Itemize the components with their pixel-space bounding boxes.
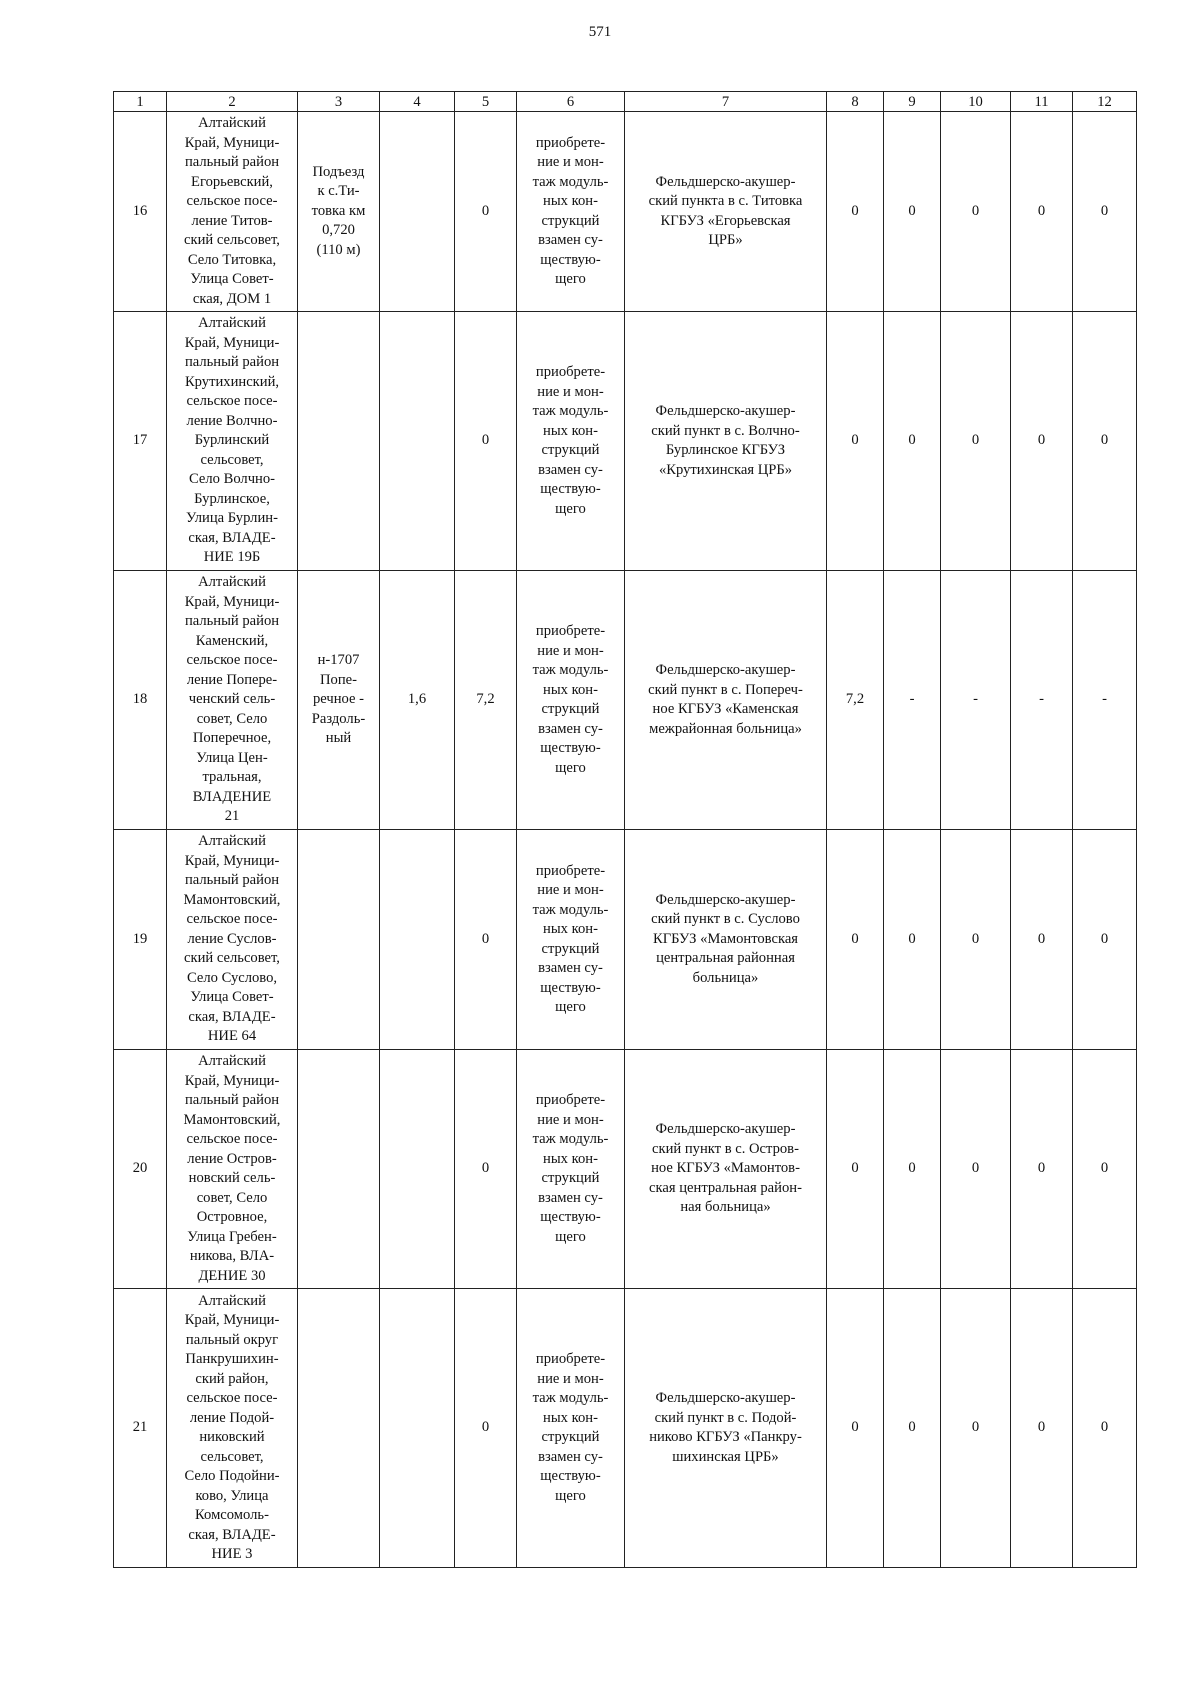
value-cell-8: 7,2 — [827, 571, 884, 830]
page-number: 571 — [588, 24, 612, 40]
col-header-10: 10 — [941, 92, 1011, 112]
value-cell-5: 0 — [455, 1050, 517, 1289]
facility-cell: Фельдшерско-акушер- ский пункт в с. Попереч- ное КГБУЗ «Каменская межрайонная больница» — [625, 571, 827, 830]
value-cell-4 — [380, 830, 455, 1050]
value-cell-11: 0 — [1011, 312, 1073, 571]
road-cell — [298, 1050, 380, 1289]
road-cell — [298, 1289, 380, 1568]
value-cell-10: 0 — [941, 830, 1011, 1050]
road-cell: Подъезд к с.Ти- товка км 0,720 (110 м) — [298, 112, 380, 312]
value-cell-5: 0 — [455, 1289, 517, 1568]
row-number: 19 — [114, 830, 167, 1050]
value-cell-8: 0 — [827, 112, 884, 312]
col-header-8: 8 — [827, 92, 884, 112]
value-cell-10: 0 — [941, 112, 1011, 312]
table-row — [114, 1050, 1137, 1289]
table-row — [114, 312, 1137, 571]
address-cell: Алтайский Край, Муници- пальный округ Панкрушихин- ский район, сельское посе- ление Подой- никовский сельсовет, Село Подойни- ково, Улица Комсомоль- ская, ВЛАДЕ- НИЕ 3 — [167, 1289, 298, 1568]
facilities-table — [113, 91, 1137, 1568]
facility-cell: Фельдшерско-акушер- ский пункт в с. Волчно- Бурлинское КГБУЗ «Крутихинская ЦРБ» — [625, 312, 827, 571]
table-row — [114, 1289, 1137, 1568]
col-header-6: 6 — [517, 92, 625, 112]
facility-cell: Фельдшерско-акушер- ский пункт в с. Суслово КГБУЗ «Мамонтовская центральная районная больница» — [625, 830, 827, 1050]
value-cell-9: 0 — [884, 112, 941, 312]
value-cell-5: 0 — [455, 112, 517, 312]
action-cell: приобрете- ние и мон- таж модуль- ных кон- струкций взамен су- ществую- щего — [517, 1289, 625, 1568]
road-cell — [298, 830, 380, 1050]
value-cell-9: 0 — [884, 1289, 941, 1568]
value-cell-9: - — [884, 571, 941, 830]
header-row — [114, 92, 1137, 112]
address-cell: Алтайский Край, Муници- пальный район Крутихинский, сельское посе- ление Волчно- Бурлинский сельсовет, Село Волчно- Бурлинское, Улица Бурлин- ская, ВЛАДЕ- НИЕ 19Б — [167, 312, 298, 571]
col-header-7: 7 — [625, 92, 827, 112]
row-number: 21 — [114, 1289, 167, 1568]
value-cell-11: 0 — [1011, 1050, 1073, 1289]
facility-cell: Фельдшерско-акушер- ский пункт в с. Подой- никово КГБУЗ «Панкру- шихинская ЦРБ» — [625, 1289, 827, 1568]
action-cell: приобрете- ние и мон- таж модуль- ных кон- струкций взамен су- ществую- щего — [517, 571, 625, 830]
value-cell-12: 0 — [1073, 312, 1137, 571]
value-cell-12: 0 — [1073, 830, 1137, 1050]
row-number: 20 — [114, 1050, 167, 1289]
col-header-9: 9 — [884, 92, 941, 112]
col-header-2: 2 — [167, 92, 298, 112]
col-header-12: 12 — [1073, 92, 1137, 112]
value-cell-4 — [380, 312, 455, 571]
value-cell-12: 0 — [1073, 112, 1137, 312]
value-cell-11: - — [1011, 571, 1073, 830]
col-header-11: 11 — [1011, 92, 1073, 112]
value-cell-11: 0 — [1011, 830, 1073, 1050]
value-cell-8: 0 — [827, 312, 884, 571]
value-cell-12: 0 — [1073, 1050, 1137, 1289]
col-header-3: 3 — [298, 92, 380, 112]
col-header-1: 1 — [114, 92, 167, 112]
road-cell — [298, 312, 380, 571]
address-cell: Алтайский Край, Муници- пальный район Мамонтовский, сельское посе- ление Остров- новский сель- совет, Село Островное, Улица Гребен- никова, ВЛА- ДЕНИЕ 30 — [167, 1050, 298, 1289]
value-cell-11: 0 — [1011, 112, 1073, 312]
value-cell-10: 0 — [941, 312, 1011, 571]
value-cell-8: 0 — [827, 1050, 884, 1289]
action-cell: приобрете- ние и мон- таж модуль- ных кон- струкций взамен су- ществую- щего — [517, 1050, 625, 1289]
table-row — [114, 571, 1137, 830]
address-cell: Алтайский Край, Муници- пальный район Егорьевский, сельское посе- ление Титов- ский сельсовет, Село Титовка, Улица Совет- ская, ДОМ 1 — [167, 112, 298, 312]
value-cell-5: 0 — [455, 830, 517, 1050]
value-cell-10: 0 — [941, 1289, 1011, 1568]
value-cell-11: 0 — [1011, 1289, 1073, 1568]
value-cell-4 — [380, 1289, 455, 1568]
value-cell-8: 0 — [827, 830, 884, 1050]
value-cell-4 — [380, 112, 455, 312]
value-cell-9: 0 — [884, 312, 941, 571]
road-cell: н-1707 Попе- речное - Раздоль- ный — [298, 571, 380, 830]
table-row — [114, 112, 1137, 312]
action-cell: приобрете- ние и мон- таж модуль- ных кон- струкций взамен су- ществую- щего — [517, 112, 625, 312]
value-cell-8: 0 — [827, 1289, 884, 1568]
value-cell-12: - — [1073, 571, 1137, 830]
value-cell-4: 1,6 — [380, 571, 455, 830]
facility-cell: Фельдшерско-акушер- ский пункт в с. Остров- ное КГБУЗ «Мамонтов- ская центральная район- ная больница» — [625, 1050, 827, 1289]
action-cell: приобрете- ние и мон- таж модуль- ных кон- струкций взамен су- ществую- щего — [517, 312, 625, 571]
value-cell-12: 0 — [1073, 1289, 1137, 1568]
address-cell: Алтайский Край, Муници- пальный район Каменский, сельское посе- ление Попере- ченский сель- совет, Село Поперечное, Улица Цен- тральная, ВЛАДЕНИЕ 21 — [167, 571, 298, 830]
value-cell-10: - — [941, 571, 1011, 830]
facility-cell: Фельдшерско-акушер- ский пункта в с. Титовка КГБУЗ «Егорьевская ЦРБ» — [625, 112, 827, 312]
row-number: 16 — [114, 112, 167, 312]
row-number: 18 — [114, 571, 167, 830]
value-cell-10: 0 — [941, 1050, 1011, 1289]
row-number: 17 — [114, 312, 167, 571]
value-cell-5: 7,2 — [455, 571, 517, 830]
action-cell: приобрете- ние и мон- таж модуль- ных кон- струкций взамен су- ществую- щего — [517, 830, 625, 1050]
value-cell-4 — [380, 1050, 455, 1289]
value-cell-5: 0 — [455, 312, 517, 571]
value-cell-9: 0 — [884, 1050, 941, 1289]
col-header-5: 5 — [455, 92, 517, 112]
table-row — [114, 830, 1137, 1050]
address-cell: Алтайский Край, Муници- пальный район Мамонтовский, сельское посе- ление Суслов- ский сельсовет, Село Суслово, Улица Совет- ская, ВЛАДЕ- НИЕ 64 — [167, 830, 298, 1050]
col-header-4: 4 — [380, 92, 455, 112]
value-cell-9: 0 — [884, 830, 941, 1050]
